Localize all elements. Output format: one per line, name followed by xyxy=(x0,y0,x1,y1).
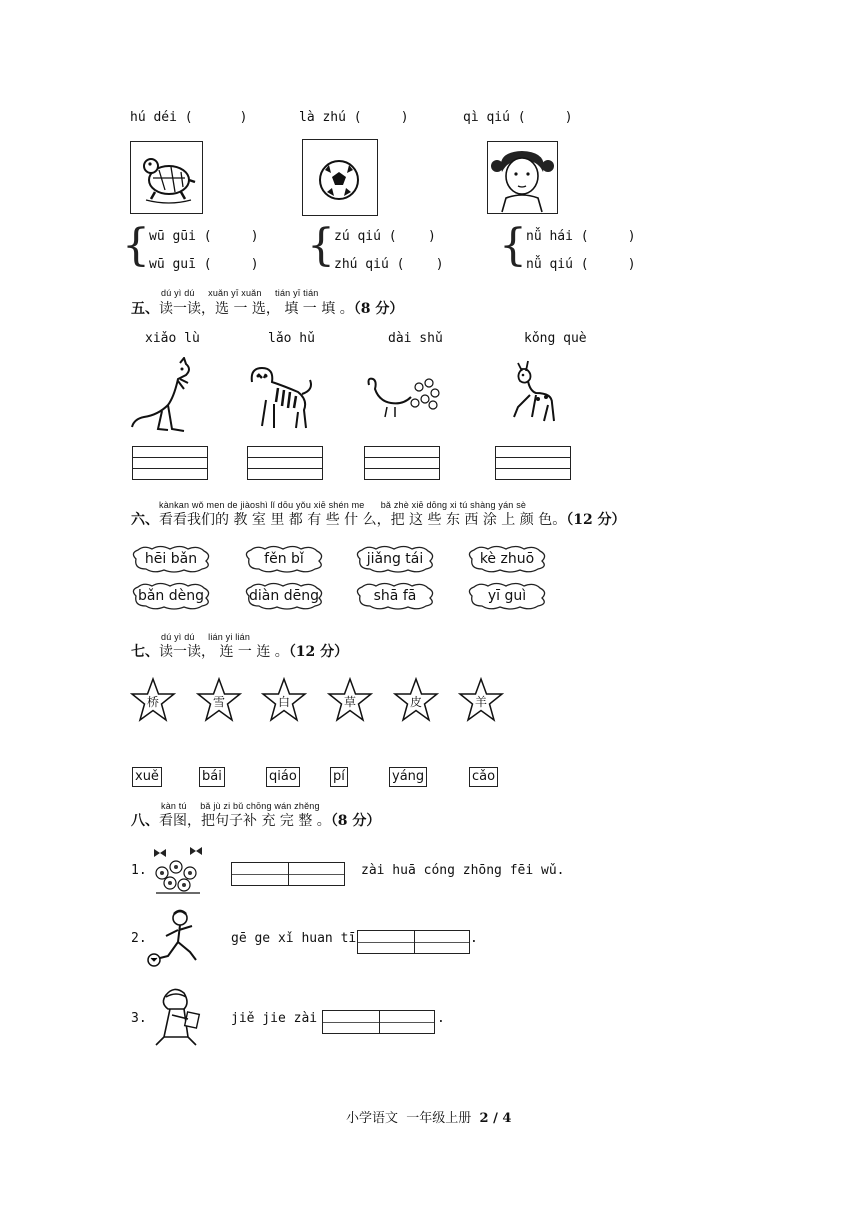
prompt-text: là zhú ( xyxy=(299,110,362,125)
section-number: 六、 xyxy=(131,512,159,528)
kangaroo-icon xyxy=(128,357,198,435)
section7-ruby: dú yì dú lián yi lián xyxy=(161,632,251,642)
animal-label-dai-shu: dài shǔ xyxy=(388,331,443,346)
girl-icon xyxy=(488,142,557,213)
cloud-label: jiǎng tái xyxy=(366,551,424,567)
cloud-label: hēi bǎn xyxy=(144,551,198,567)
answer-grid[interactable] xyxy=(322,1010,435,1034)
choice-text: wū gūi ( xyxy=(149,229,212,244)
star-item[interactable] xyxy=(458,677,504,723)
choice-text: wū guī ( xyxy=(149,257,212,272)
girl-reading-icon xyxy=(148,985,208,1051)
section-title: 读一读，选 一 选， 填 一 填 。 xyxy=(159,301,354,317)
choice-nv-qiu xyxy=(526,257,636,272)
prompt-text: hú déi ( xyxy=(130,110,193,125)
question-la-zhu xyxy=(299,110,409,125)
section6-heading xyxy=(131,509,626,529)
section-number: 七、 xyxy=(131,644,159,660)
choice-zhu-qiu xyxy=(334,257,444,272)
item-number: 2. xyxy=(131,931,147,946)
star-item[interactable] xyxy=(130,677,176,723)
soccer-ball-icon xyxy=(303,140,377,215)
cloud-label: yī guì xyxy=(487,588,527,604)
section5-ruby: dú yì dú xuǎn yī xuǎn tián yī tián xyxy=(161,288,319,298)
section7-heading xyxy=(131,641,348,661)
choice-wu-gui-1 xyxy=(149,229,259,244)
section-number: 八、 xyxy=(131,813,159,829)
item-number: 1. xyxy=(131,863,147,878)
paren-close: ) xyxy=(435,257,444,272)
item-number: 3. xyxy=(131,1011,147,1026)
paren-close: ) xyxy=(564,110,573,125)
choice-text: nǚ hái ( xyxy=(526,229,589,244)
writing-grid[interactable] xyxy=(132,446,208,480)
pinyin-box-yang[interactable]: yáng xyxy=(389,767,427,787)
page-footer xyxy=(346,1107,511,1126)
choice-text: nǚ qiú ( xyxy=(526,257,589,272)
cloud-label: bǎn dèng xyxy=(137,588,205,604)
paren-close: ) xyxy=(427,229,436,244)
section-number: 五、 xyxy=(131,301,159,317)
star-character: 草 xyxy=(343,695,356,709)
section-score: （12 分） xyxy=(566,512,626,528)
pinyin-box-bai[interactable]: bái xyxy=(199,767,225,787)
turtle-icon xyxy=(131,142,202,213)
brace-icon: { xyxy=(122,220,150,271)
peacock-icon xyxy=(363,373,443,419)
star-item[interactable] xyxy=(327,677,373,723)
cloud-label: shā fā xyxy=(373,588,417,604)
section-score: （12 分） xyxy=(288,644,349,660)
section-title: 读一读， 连 一 连 。 xyxy=(159,644,289,660)
animal-label-kong-que: kǒng què xyxy=(524,331,587,346)
brace-icon: { xyxy=(499,220,527,271)
section5-heading xyxy=(131,298,403,318)
butterflies-flowers-icon xyxy=(146,843,210,899)
question-hu-dei xyxy=(130,110,247,125)
section8-ruby: kàn tú bǎ jù zi bǔ chōng wán zhěng xyxy=(161,801,320,811)
choice-nv-hai xyxy=(526,229,636,244)
choice-zu-qiu xyxy=(334,229,436,244)
animal-label-lao-hu: lǎo hǔ xyxy=(268,331,315,346)
section6-ruby: kànkan wǒ men de jiàoshì lǐ dōu yǒu xiē shén me bǎ zhè xiē dōng xi tú shàng yán sè xyxy=(159,500,527,510)
soccer-ball-picture xyxy=(302,139,378,216)
boy-kicking-ball-icon xyxy=(146,908,208,968)
pinyin-box-cao[interactable]: cǎo xyxy=(469,767,498,787)
deer-icon xyxy=(508,359,560,431)
sentence-end: . xyxy=(470,931,478,946)
pinyin-box-qiao[interactable]: qiáo xyxy=(266,767,300,787)
choice-wu-gui-2 xyxy=(149,257,259,272)
pinyin-box-pi[interactable]: pí xyxy=(330,767,348,787)
star-item[interactable] xyxy=(393,677,439,723)
star-character: 白 xyxy=(277,695,290,709)
girl-picture xyxy=(487,141,558,214)
tiger-icon xyxy=(244,360,314,434)
cloud-label: kè zhuō xyxy=(479,551,535,567)
section-title: 看看我们的 教 室 里 都 有 些 什 么，把 这 些 东 西 涂 上 颜 色。 xyxy=(159,512,567,528)
paren-close: ) xyxy=(627,257,636,272)
section8-heading xyxy=(131,810,380,830)
star-character: 皮 xyxy=(409,695,422,709)
writing-grid[interactable] xyxy=(247,446,323,480)
answer-grid[interactable] xyxy=(357,930,470,954)
star-item[interactable] xyxy=(261,677,307,723)
sentence-tail: zài huā cóng zhōng fēi wǔ. xyxy=(361,863,565,878)
footer-text: 小学语文 一年级上册 xyxy=(346,1111,480,1126)
section-score: （8 分） xyxy=(330,813,381,829)
paren-close: ) xyxy=(239,110,248,125)
prompt-text: qì qiú ( xyxy=(463,110,526,125)
choice-text: zhú qiú ( xyxy=(334,257,405,272)
star-character: 羊 xyxy=(474,695,487,709)
section-title: 看图，把句子补 充 完 整 。 xyxy=(159,813,331,829)
animal-label-xiao-lu: xiǎo lù xyxy=(145,331,200,346)
cloud-label: diàn dēng xyxy=(249,588,319,604)
star-item[interactable] xyxy=(196,677,242,723)
star-character: 桥 xyxy=(146,695,159,709)
pinyin-box-xue[interactable]: xuě xyxy=(132,767,162,787)
paren-close: ) xyxy=(400,110,409,125)
answer-grid[interactable] xyxy=(231,862,345,886)
choice-text: zú qiú ( xyxy=(334,229,397,244)
question-qi-qiu xyxy=(463,110,573,125)
paren-close: ) xyxy=(627,229,636,244)
paren-close: ) xyxy=(250,257,259,272)
brace-icon: { xyxy=(307,220,335,271)
page-number: 2 / 4 xyxy=(479,1111,512,1126)
paren-close: ) xyxy=(250,229,259,244)
sentence-end: . xyxy=(437,1011,445,1026)
section-score: （8 分） xyxy=(353,301,404,317)
sentence-head: jiě jie zài xyxy=(231,1011,318,1026)
cloud-label: fěn bǐ xyxy=(264,551,304,567)
turtle-picture xyxy=(130,141,203,214)
sentence-head: gē ge xǐ huan tī xyxy=(231,931,357,946)
star-character: 雪 xyxy=(212,695,225,709)
writing-grid[interactable] xyxy=(495,446,571,480)
writing-grid[interactable] xyxy=(364,446,440,480)
